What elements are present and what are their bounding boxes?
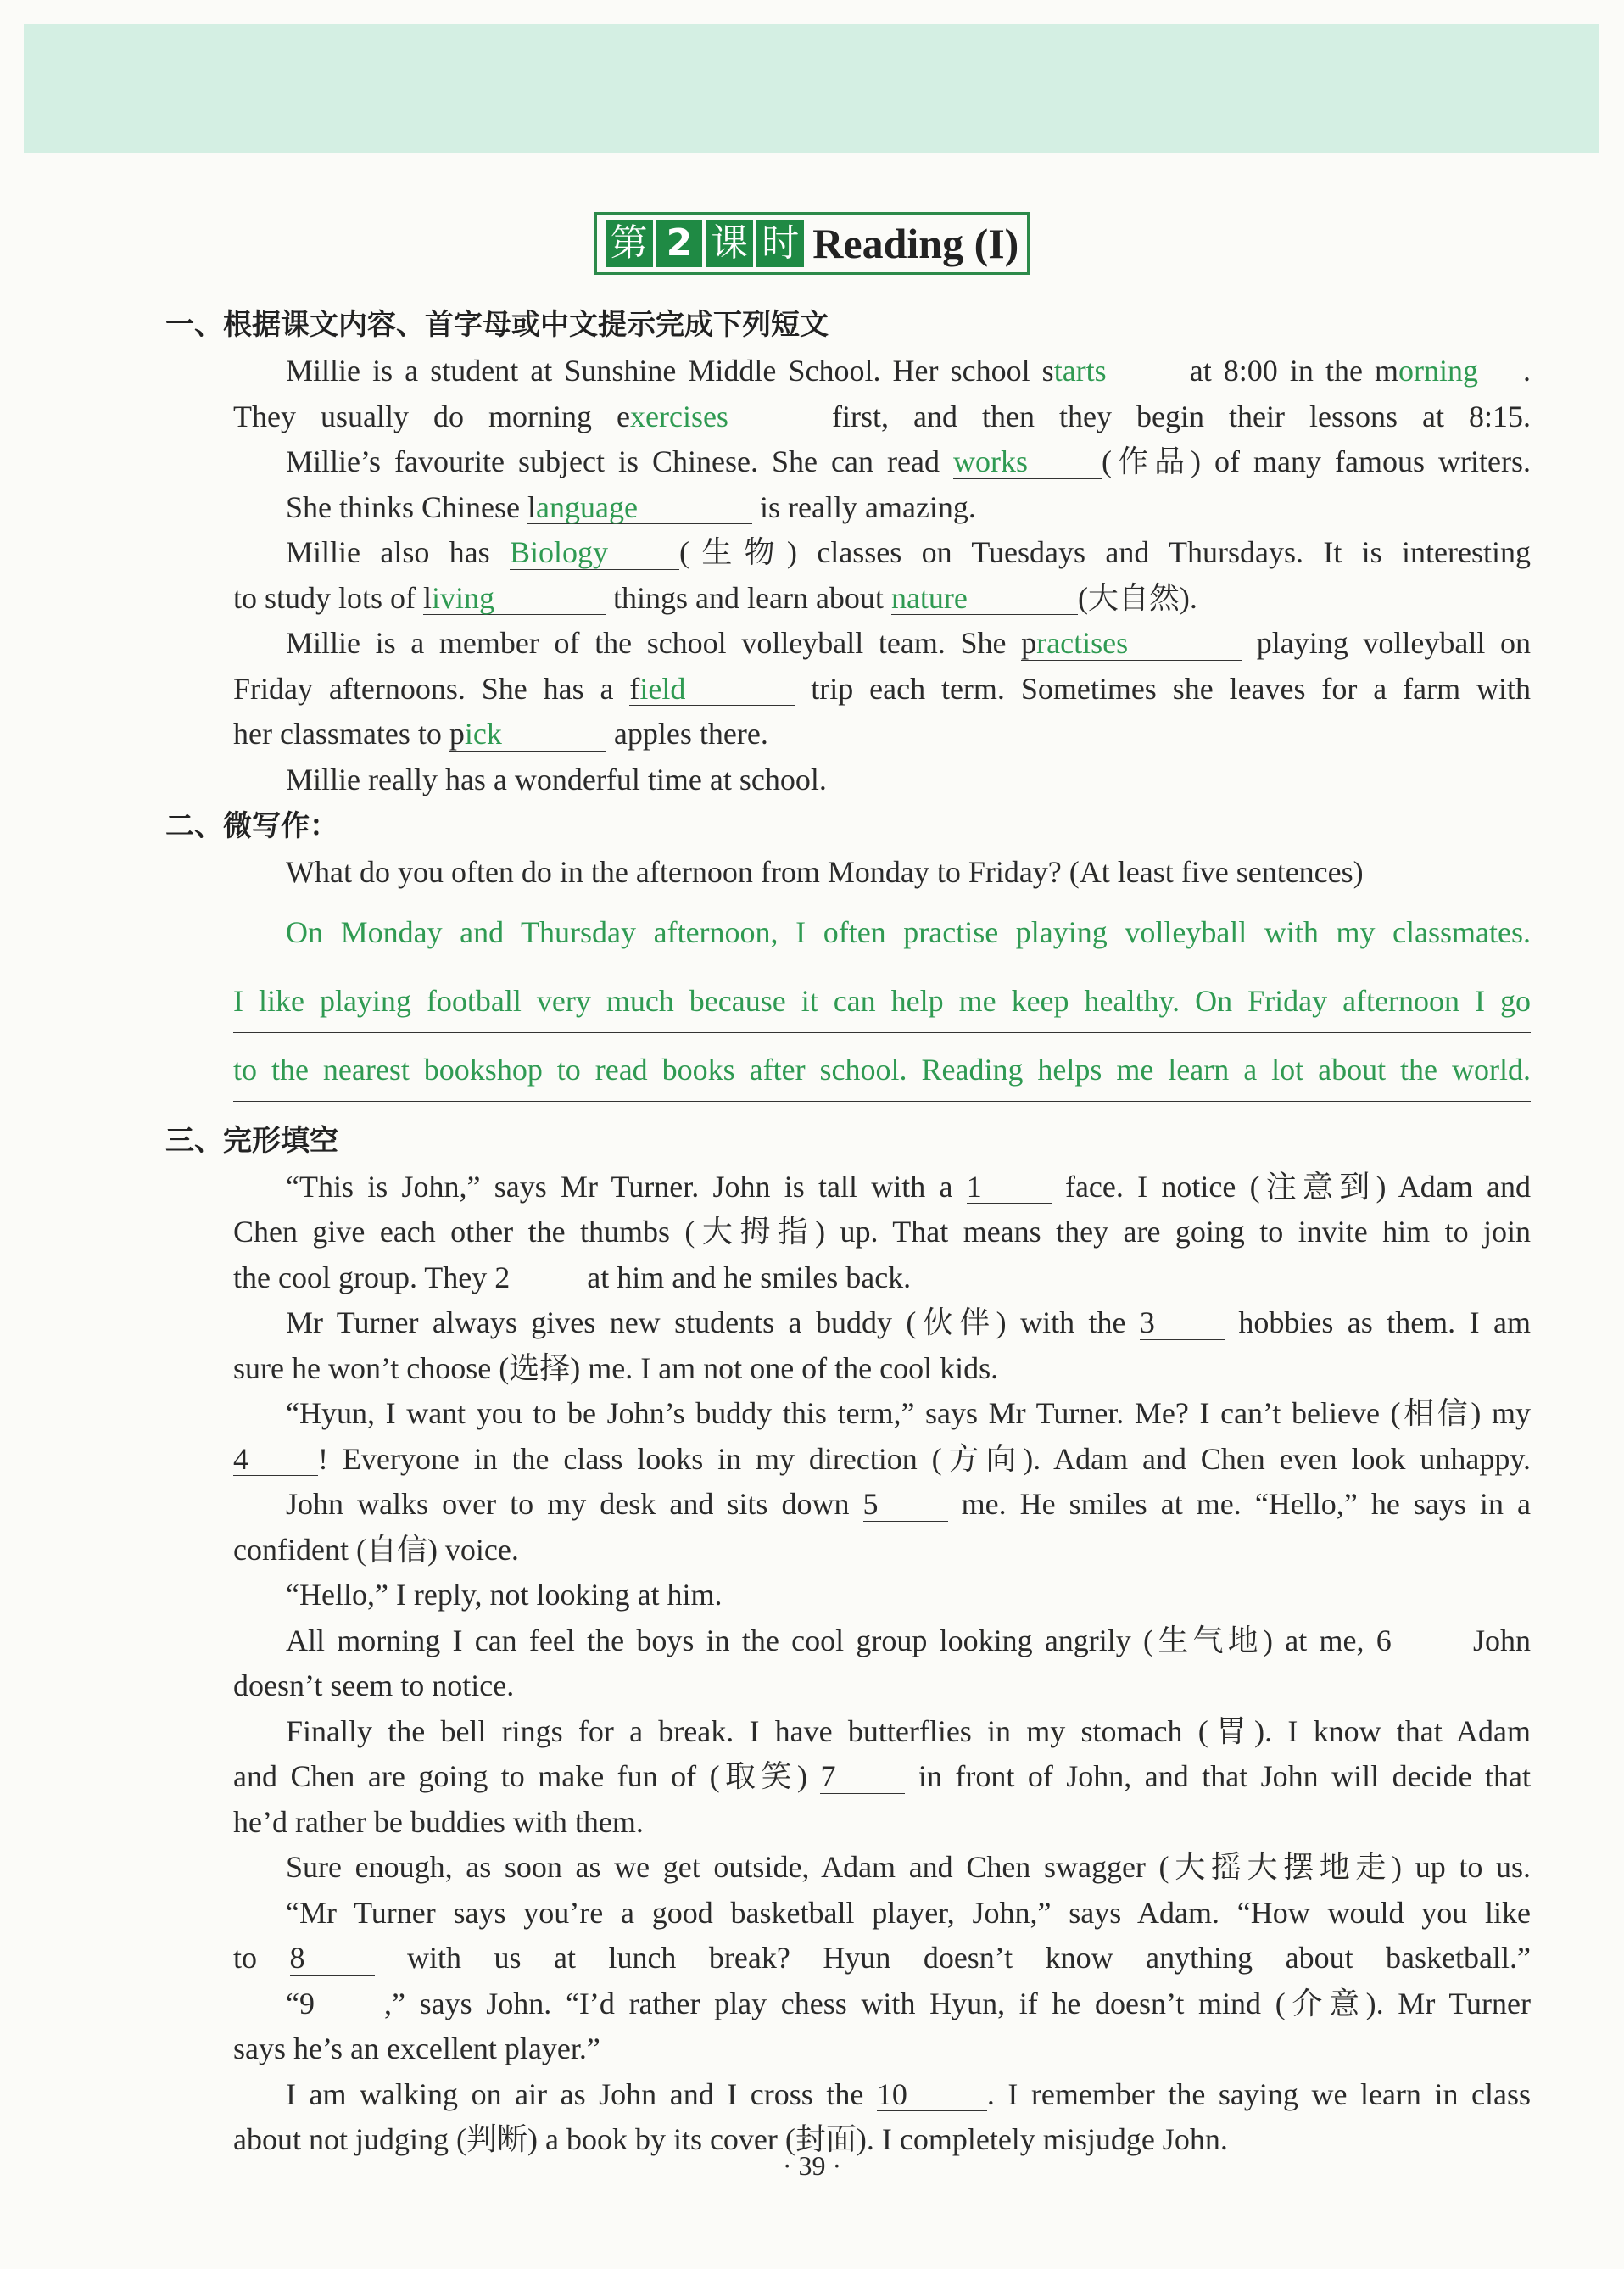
section-two-heading: 二、微写作： [165,809,338,843]
cloze-line-1: “This is John,” says Mr Turner. John is tall with a 1 face. I notice (注意到) Adam and [286,1169,1531,1204]
blank-field[interactable]: field [629,673,795,707]
cloze-line-16: Sure enough, as soon as we get outside, Adam and Chen swagger (大摇大摆地走) up to us. [286,1850,1531,1884]
title-text: Reading (I) [812,220,1019,267]
cloze-blank-9[interactable]: 9 [299,1988,384,2021]
cloze-blank-1[interactable]: 1 [967,1171,1052,1204]
p4-line-1: Millie is a member of the school volleyball team. She practises playing volleyball on [286,626,1532,660]
title-lesson-number: 2 [656,220,703,267]
lesson-title [0,212,1624,275]
writing-answer-line-3[interactable]: to the nearest bookshop to read books after school. Reading helps me learn a lot about the world. [233,1033,1531,1102]
p5-line: Millie really has a wonderful time at school. [286,762,827,796]
blank-practises[interactable]: practises [1021,628,1242,661]
worksheet-content [165,301,1532,2163]
p4-line-2: Friday afternoons. She has a field trip each term. Sometimes she leaves for a farm with [233,671,1531,706]
cloze-blank-7[interactable]: 7 [820,1761,905,1794]
blank-exercises[interactable]: exercises [617,401,807,434]
blank-language[interactable]: language [527,492,752,525]
p3-line-2: to study lots of living things and learn about nature (大自然). [233,580,1197,615]
p4-line-3: her classmates to pick apples there. [233,717,768,751]
cloze-line-11: All morning I can feel the boys in the cool group looking angrily (生气地) at me, 6 John [286,1623,1531,1657]
cloze-line-20: says he’s an excellent player.” [233,2031,600,2065]
title-char-1: 第 [606,220,653,267]
blank-works[interactable]: works [953,446,1102,479]
title-char-3: 时 [756,220,804,267]
cloze-line-19: “9 ,” says John. “I’d rather play chess with Hyun, if he doesn’t mind (介意). Mr Turner [286,1986,1531,2020]
cloze-line-13: Finally the bell rings for a break. I have butterflies in my stomach (胃). I know that Adam [286,1713,1531,1748]
section-one-heading: 一、根据课文内容、首字母或中文提示完成下列短文 [165,308,829,342]
p2-line-2: She thinks Chinese language is really amazing. [286,489,976,524]
blank-biology[interactable]: Biology [510,537,679,570]
p3-line-1: Millie also has Biology (生物) classes on Tuesdays and Thursdays. It is interesting [286,535,1531,569]
cloze-blank-6[interactable]: 6 [1376,1625,1461,1658]
cloze-line-14: and Chen are going to make fun of (取笑) 7 in front of John, and that John will decide that [233,1759,1531,1793]
header-band [24,24,1599,153]
cloze-line-2: Chen give each other the thumbs (大拇指) up. That means they are going to invite him to join [233,1215,1531,1249]
blank-nature[interactable]: nature [891,583,1078,616]
blank-starts[interactable]: starts [1042,355,1178,388]
cloze-line-18: to 8 with us at lunch break? Hyun doesn’t know anything about basketball.” [233,1941,1531,1975]
p2-line-1: Millie’s favourite subject is Chinese. She can read works (作品) of many famous writers. [286,444,1531,478]
blank-pick[interactable]: pick [449,718,606,752]
writing-prompt: What do you often do in the afternoon from Monday to Friday? (At least five sentences) [286,855,1364,889]
cloze-blank-10[interactable]: 10 [877,2079,987,2112]
page-number: · 39 · [782,2150,842,2181]
cloze-line-5: sure he won’t choose (选择) me. I am not one of the cool kids. [233,1350,999,1385]
cloze-line-10: “Hello,” I reply, not looking at him. [286,1578,723,1612]
title-box [594,212,1030,275]
writing-answer-line-1[interactable]: On Monday and Thursday afternoon, I often practise playing volleyball with my classmates. [233,896,1531,964]
title-char-2: 课 [706,220,753,267]
cloze-blank-4[interactable]: 4 [233,1444,318,1477]
cloze-blank-2[interactable]: 2 [494,1262,579,1295]
cloze-line-15: he’d rather be buddies with them. [233,1804,644,1839]
cloze-line-4: Mr Turner always gives new students a buddy (伙伴) with the 3 hobbies as them. I am [286,1305,1531,1339]
cloze-line-8: John walks over to my desk and sits down 5 me. He smiles at me. “Hello,” he says in a [286,1487,1531,1521]
section-three-heading: 三、完形填空 [165,1123,338,1158]
cloze-blank-3[interactable]: 3 [1140,1307,1225,1340]
cloze-blank-8[interactable]: 8 [290,1942,375,1976]
blank-living[interactable]: living [423,583,606,616]
blank-morning[interactable]: morning [1375,355,1523,388]
cloze-line-7: 4 ! Everyone in the class looks in my direction (方向). Adam and Chen even look unhappy. [233,1441,1531,1476]
cloze-line-12: doesn’t seem to notice. [233,1668,515,1702]
cloze-line-9: confident (自信) voice. [233,1532,519,1567]
writing-answer-line-2[interactable]: I like playing football very much because it can help me keep healthy. On Friday afternoon I go [233,964,1531,1033]
p1-line-1: Millie is a student at Sunshine Middle School. Her school starts at 8:00 in the morning . [286,354,1532,388]
cloze-line-22: about not judging (判断) a book by its cover (封面). I completely misjudge John. [233,2122,1228,2156]
cloze-line-17: “Mr Turner says you’re a good basketball player, John,” says Adam. “How would you like [286,1895,1531,1930]
cloze-blank-5[interactable]: 5 [863,1489,948,1522]
cloze-line-6: “Hyun, I want you to be John’s buddy this term,” says Mr Turner. Me? I can’t believe (相信) my [286,1396,1531,1430]
cloze-line-21: I am walking on air as John and I cross the 10 . I remember the saying we learn in class [286,2076,1532,2111]
cloze-line-3: the cool group. They 2 at him and he smiles back. [233,1260,912,1294]
p1-line-2: They usually do morning exercises first, and then they begin their lessons at 8:15. [233,399,1532,433]
